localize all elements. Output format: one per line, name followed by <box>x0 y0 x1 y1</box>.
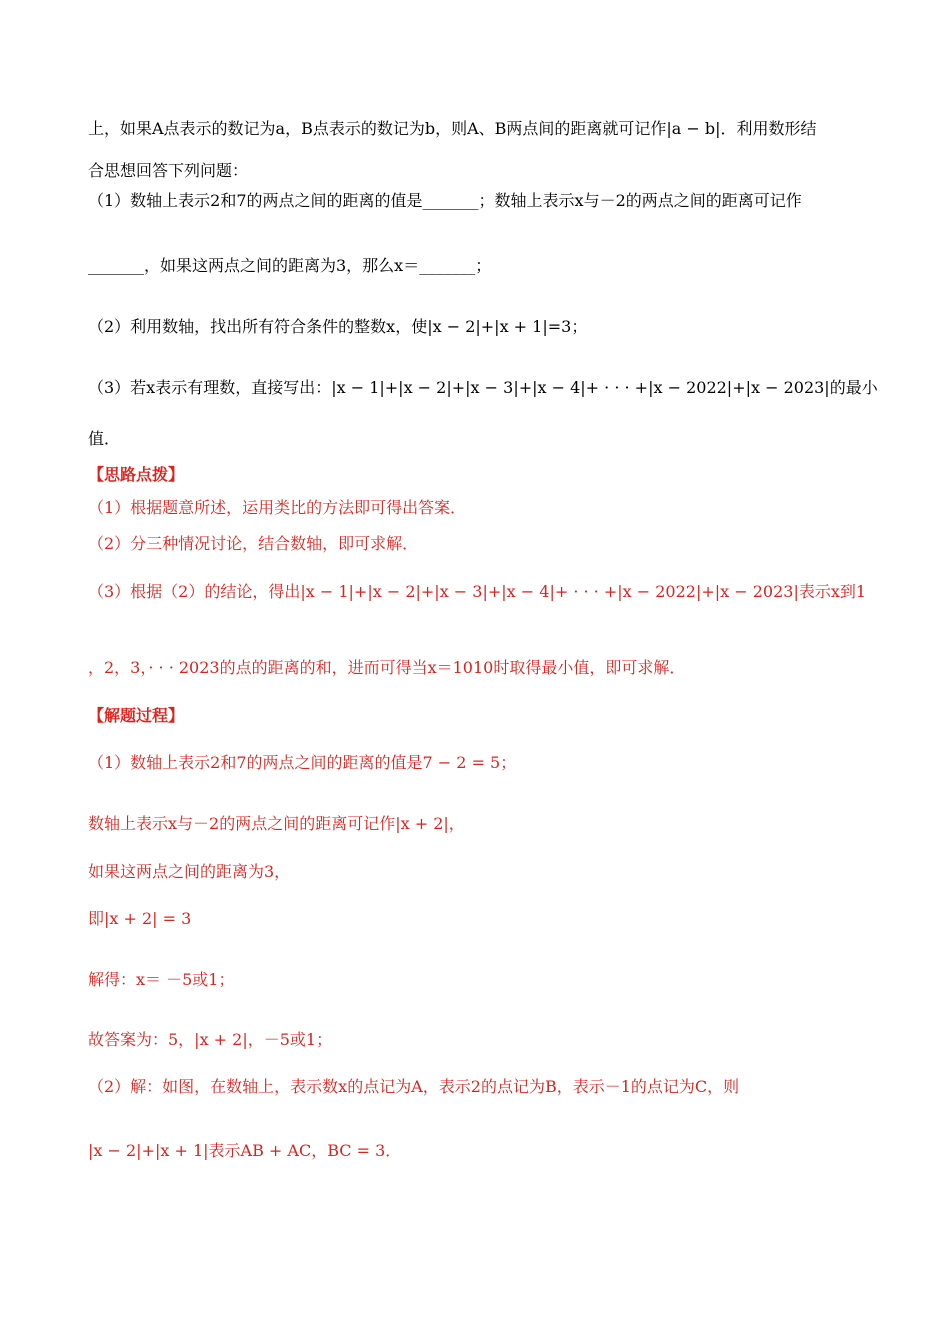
solution-step-5: 解得：x＝ －5或1； <box>88 970 235 989</box>
solution-step-1: （1）数轴上表示2和7的两点之间的距离的值是7 − 2 = 5； <box>88 753 517 772</box>
solution-step-7: （2）解：如图，在数轴上，表示数x的点记为A，表示2的点记为B，表示－1的点记为C，则 <box>88 1077 740 1096</box>
question-3-line-2: 值． <box>88 429 121 448</box>
solution-step-4: 即|x + 2| = 3 <box>88 909 192 928</box>
question-1-line-2: _______，如果这两点之间的距离为3，那么x＝_______； <box>88 256 492 275</box>
question-2: （2）利用数轴，找出所有符合条件的整数x，使|x − 2|+|x + 1|=3； <box>88 317 588 336</box>
hint-1: （1）根据题意所述，运用类比的方法即可得出答案． <box>88 498 467 517</box>
hint-3-line-1: （3）根据（2）的结论，得出|x − 1|+|x − 2|+|x − 3|+|x − 4|+ · · · +|x − 2022|+|x − 2023|表示x到1 <box>88 582 867 601</box>
hint-3-line-2: ，2，3，· · · 2023的点的距离的和，进而可得当x＝1010时取得最小值，即可求解． <box>88 658 686 677</box>
hint-header: 【思路点拨】 <box>88 465 185 484</box>
question-1-line-1: （1）数轴上表示2和7的两点之间的距离的值是_______；数轴上表示x与－2的两点之间的距离可记作 <box>88 191 802 210</box>
solution-step-3: 如果这两点之间的距离为3， <box>88 862 291 881</box>
problem-intro-line-2: 合思想回答下列问题： <box>88 161 249 180</box>
problem-intro-line-1: 上，如果A点表示的数记为a，B点表示的数记为b，则A、B两点间的距离就可记作|a − b|．利用数形结 <box>88 119 817 138</box>
solution-step-6: 故答案为：5，|x + 2|，－5或1； <box>88 1030 333 1049</box>
question-3-line-1: （3）若x表示有理数，直接写出：|x − 1|+|x − 2|+|x − 3|+|x − 4|+ · · · +|x − 2022|+|x − 2023|的最小 <box>88 378 878 397</box>
solution-step-8: |x − 2|+|x + 1|表示AB + AC，BC = 3． <box>88 1141 402 1160</box>
solution-header: 【解题过程】 <box>88 706 185 725</box>
solution-step-2: 数轴上表示x与－2的两点之间的距离可记作|x + 2|， <box>88 814 465 833</box>
hint-2: （2）分三种情况讨论，结合数轴，即可求解． <box>88 534 419 553</box>
